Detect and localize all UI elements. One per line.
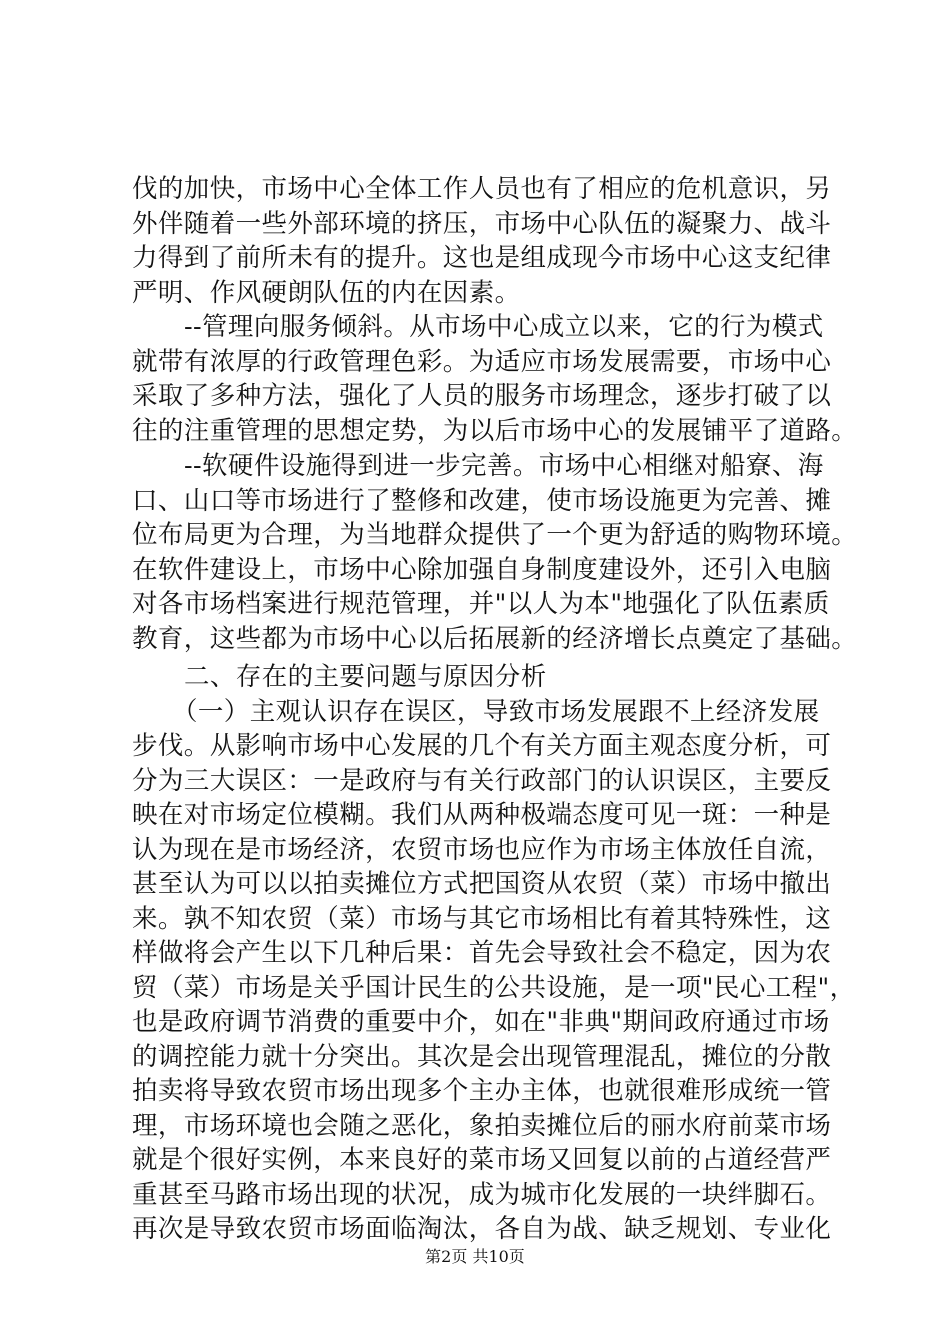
text-line: 理，市场环境也会随之恶化，象拍卖摊位后的丽水府前菜市场 [132,1110,832,1141]
text-line: 来。孰不知农贸（菜）市场与其它市场相比有着其特殊性，这 [132,903,832,934]
text-line: 贸（菜）市场是关乎国计民生的公共设施，是一项"民心工程"， [132,972,856,1003]
text-line: --管理向服务倾斜。从市场中心成立以来，它的行为模式 [184,312,824,342]
text-line: 映在对市场定位模糊。我们从两种极端态度可见一斑：一种是 [132,800,832,830]
text-line: 力得到了前所未有的提升。这也是组成现今市场中心这支纪律 [132,243,832,273]
text-line: 步伐。从影响市场中心发展的几个有关方面主观态度分析，可 [132,731,832,761]
text-line: （一）主观认识存在误区，导致市场发展跟不上经济发展 [172,696,820,727]
text-line: 拍卖将导致农贸市场出现多个主办主体，也就很难形成统一管 [132,1076,832,1106]
text-line: 也是政府调节消费的重要中介，如在"非典"期间政府通过市场 [132,1007,830,1037]
text-line: 位布局更为合理，为当地群众提供了一个更为舒适的购物环境。 [132,520,858,550]
text-line: 就是个很好实例，本来良好的菜市场又回复以前的占道经营严 [132,1145,832,1175]
text-line: 再次是导致农贸市场面临淘汰，各自为战、缺乏规划、专业化 [132,1214,832,1244]
text-line: 对各市场档案进行规范管理，并"以人为本"地强化了队伍素质 [132,589,830,619]
text-line: 外伴随着一些外部环境的挤压，市场中心队伍的凝聚力、战斗 [132,208,832,239]
text-line: 就带有浓厚的行政管理色彩。为适应市场发展需要，市场中心 [132,346,832,377]
text-line: 重甚至马路市场出现的状况，成为城市化发展的一块绊脚石。 [132,1179,832,1210]
text-line: 分为三大误区：一是政府与有关行政部门的认识误区，主要反 [132,765,832,796]
text-line: 在软件建设上，市场中心除加强自身制度建设外，还引入电脑 [132,554,832,585]
text-line: 伐的加快，市场中心全体工作人员也有了相应的危机意识，另 [132,174,832,204]
body-text-block-3 [132,660,856,1247]
text-line: 甚至认为可以以拍卖摊位方式把国资从农贸（菜）市场中撤出 [132,869,832,899]
body-text-block-1 [132,172,858,448]
text-line: 口、山口等市场进行了整修和改建，使市场设施更为完善、摊 [132,485,832,516]
text-line: 采取了多种方法，强化了人员的服务市场理念，逐步打破了以 [132,381,832,411]
text-line: 认为现在是市场经济，农贸市场也应作为市场主体放任自流， [132,834,832,865]
text-line: 教育，这些都为市场中心以后拓展新的经济增长点奠定了基础。 [132,623,858,654]
page-number-footer: 第2页 共10页 [425,1247,525,1266]
text-line: 样做将会产生以下几种后果：首先会导致社会不稳定，因为农 [132,938,832,968]
text-line: 的调控能力就十分突出。其次是会出现管理混乱，摊位的分散 [132,1041,832,1072]
body-text-block-2 [132,449,858,656]
text-line: --软硬件设施得到进一步完善。市场中心相继对船寮、海 [184,451,824,481]
text-line: 往的注重管理的思想定势，为以后市场中心的发展铺平了道路。 [132,415,858,446]
section-heading: 二、存在的主要问题与原因分析 [184,662,547,692]
text-line: 严明、作风硬朗队伍的内在因素。 [132,277,521,308]
